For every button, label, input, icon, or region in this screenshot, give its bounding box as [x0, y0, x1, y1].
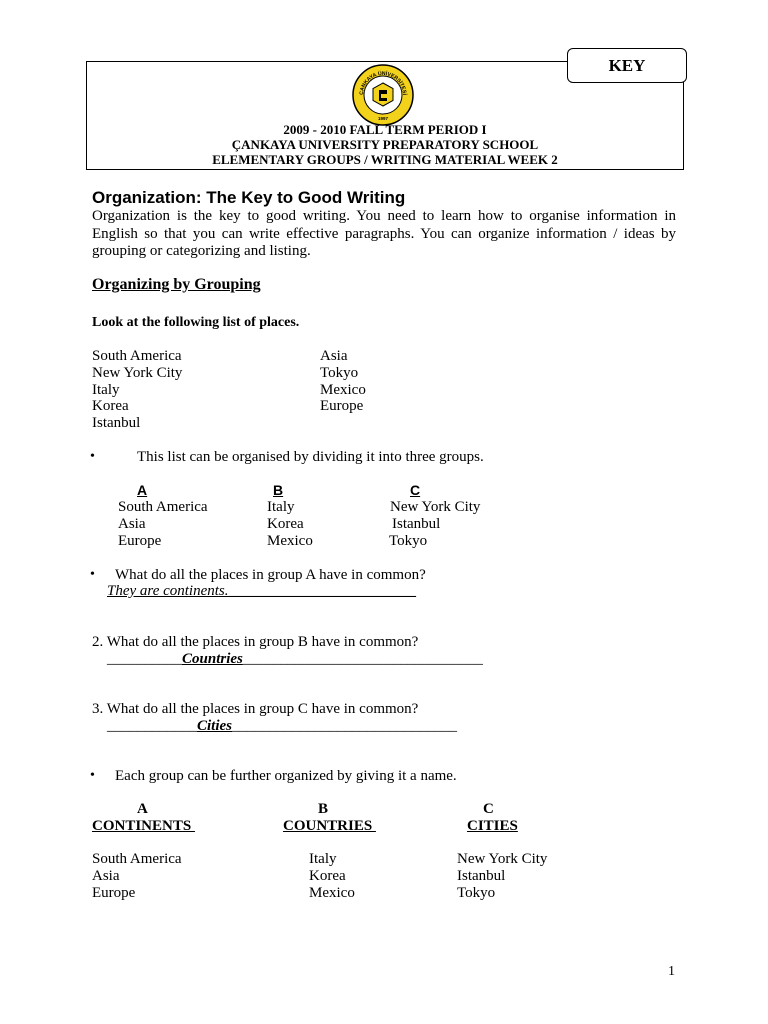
- answer-3-line: [107, 718, 457, 735]
- answer-3: Cities: [197, 718, 233, 734]
- logo-seal-text: ÇANKAYA ÜNİVERSİTESİ: [358, 70, 408, 96]
- key-label: KEY: [608, 55, 646, 75]
- named-a-item: Asia: [92, 868, 120, 884]
- question-2: 2. What do all the places in group B have in common?: [92, 634, 419, 650]
- named-c-item: Tokyo: [457, 885, 496, 901]
- named-c-item: New York City: [457, 851, 548, 867]
- page-number: 1: [668, 964, 675, 979]
- answer-3-trail: ______________________________: [232, 718, 458, 734]
- answer-2: Countries: [182, 651, 243, 667]
- group-c-item: Istanbul: [392, 516, 441, 532]
- answer-2-lead: __________: [107, 651, 182, 667]
- place-item: Tokyo: [320, 365, 359, 381]
- place-item: Asia: [320, 348, 348, 364]
- answer-1: They are continents.: [107, 583, 229, 599]
- place-item: Korea: [92, 398, 129, 414]
- place-item: South America: [92, 348, 182, 364]
- answer-3-lead: ____________: [107, 718, 197, 734]
- named-b-item: Korea: [309, 868, 346, 884]
- named-group-title-c: CITIES: [467, 818, 518, 834]
- place-item: Italy: [92, 382, 120, 398]
- logo-year: 1997: [377, 116, 389, 121]
- group-header-a: A: [137, 482, 148, 498]
- place-item: New York City: [92, 365, 183, 381]
- group-b-item: Korea: [267, 516, 304, 532]
- list-instruction: Look at the following list of places.: [92, 315, 300, 330]
- group-a-item: South America: [118, 499, 208, 515]
- named-group-letter-b: B: [318, 801, 329, 817]
- bullet-text: This list can be organised by dividing it into three groups.: [137, 449, 484, 465]
- named-group-letter-a: A: [137, 801, 148, 817]
- answer-2-line: [107, 651, 483, 668]
- place-item: Istanbul: [92, 415, 141, 431]
- bullet-icon: •: [90, 449, 95, 464]
- group-b-item: Italy: [267, 499, 295, 515]
- university-logo: [352, 64, 414, 126]
- place-item: Mexico: [320, 382, 366, 398]
- answer-1-line: [107, 583, 416, 600]
- group-header-c: C: [410, 482, 421, 498]
- named-group-title-b: COUNTRIES: [283, 818, 376, 834]
- named-a-item: South America: [92, 851, 182, 867]
- section-heading: Organizing by Grouping: [92, 276, 261, 293]
- header-line-3: ELEMENTARY GROUPS / WRITING MATERIAL WEEK 2: [212, 152, 558, 167]
- page-title: Organization: The Key to Good Writing: [92, 188, 406, 207]
- key-label-box: [567, 48, 687, 83]
- place-item: Europe: [320, 398, 364, 414]
- answer-1-trail: _________________________: [228, 583, 417, 599]
- group-c-item: New York City: [390, 499, 481, 515]
- question-1: What do all the places in group A have in common?: [115, 567, 426, 583]
- bullet-icon: •: [90, 567, 95, 582]
- header-line-2: ÇANKAYA UNIVERSITY PREPARATORY SCHOOL: [231, 137, 539, 152]
- answer-2-trail: ________________________________: [242, 651, 483, 667]
- group-c-item: Tokyo: [389, 533, 428, 549]
- group-a-item: Asia: [118, 516, 146, 532]
- bullet-text: Each group can be further organized by giving it a name.: [115, 768, 457, 784]
- header-line-1: 2009 - 2010 FALL TERM PERIOD I: [283, 122, 487, 137]
- bullet-icon: •: [90, 768, 95, 783]
- named-b-item: Italy: [309, 851, 337, 867]
- named-a-item: Europe: [92, 885, 136, 901]
- intro-paragraph: Organization is the key to good writing. You need to learn how to organise information in English so that you can write effective paragraphs. You can organize information / ideas by grouping or categorizing and listing.: [92, 208, 676, 259]
- named-b-item: Mexico: [309, 885, 355, 901]
- group-a-item: Europe: [118, 533, 162, 549]
- named-group-letter-c: C: [483, 801, 494, 817]
- group-header-b: B: [273, 482, 284, 498]
- group-b-item: Mexico: [267, 533, 313, 549]
- named-group-title-a: CONTINENTS: [92, 818, 195, 834]
- question-3: 3. What do all the places in group C have in common?: [92, 701, 419, 717]
- named-c-item: Istanbul: [457, 868, 506, 884]
